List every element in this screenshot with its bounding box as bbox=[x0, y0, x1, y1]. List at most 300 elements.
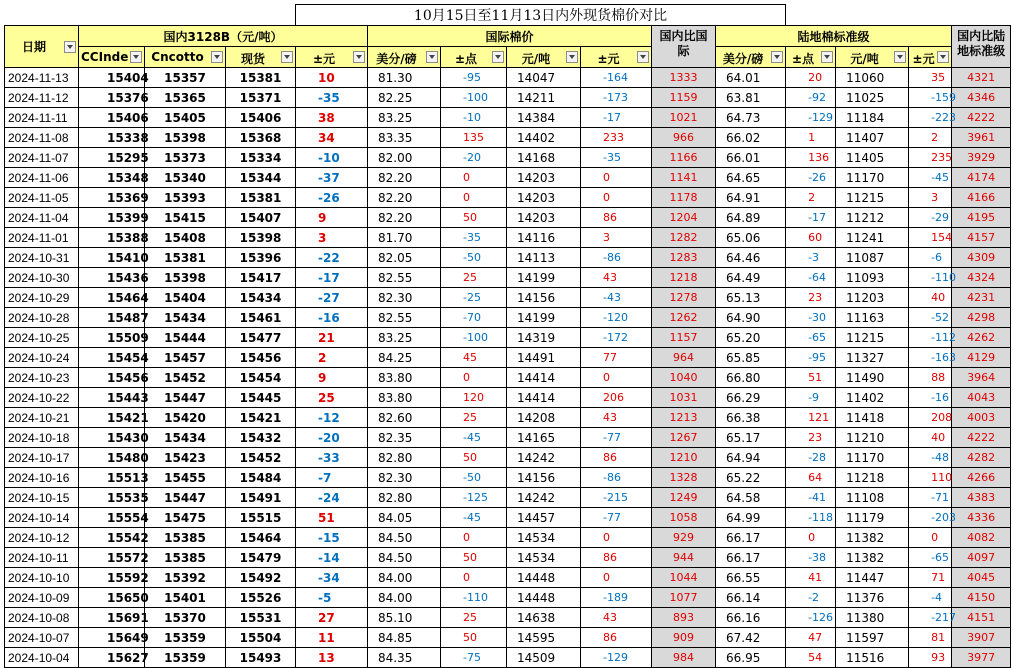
cell-intl-yuan[interactable]: 14319 bbox=[507, 328, 581, 348]
cell-date[interactable]: 2024-11-13 bbox=[5, 68, 79, 88]
cell-intl-chg[interactable]: -43 bbox=[581, 288, 652, 308]
cell-intl-usc[interactable]: 82.05 bbox=[368, 248, 441, 268]
cell-cmp-intl[interactable]: 1157 bbox=[652, 328, 716, 348]
cell-land-chg[interactable]: -52 bbox=[909, 308, 952, 328]
cell-land-usc[interactable]: 66.02 bbox=[716, 128, 786, 148]
cell-spot-chg[interactable]: 25 bbox=[296, 388, 368, 408]
cell-cmp-land[interactable]: 4166 bbox=[952, 188, 1011, 208]
cell-spot[interactable]: 15396 bbox=[226, 248, 296, 268]
cell-land-usc[interactable]: 64.65 bbox=[716, 168, 786, 188]
cell-spot-chg[interactable]: 51 bbox=[296, 508, 368, 528]
cell-cncotton[interactable]: 15370 bbox=[145, 608, 226, 628]
cell-intl-usc[interactable]: 84.35 bbox=[368, 648, 441, 668]
cell-cncotton[interactable]: 15357 bbox=[145, 68, 226, 88]
cell-land-pts[interactable]: 136 bbox=[786, 148, 836, 168]
cell-land-usc[interactable]: 64.73 bbox=[716, 108, 786, 128]
cell-cncotton[interactable]: 15415 bbox=[145, 208, 226, 228]
cell-spot[interactable]: 15398 bbox=[226, 228, 296, 248]
cell-land-pts[interactable]: -28 bbox=[786, 448, 836, 468]
cell-spot[interactable]: 15421 bbox=[226, 408, 296, 428]
cell-cncotton[interactable]: 15401 bbox=[145, 588, 226, 608]
cell-intl-chg[interactable]: 0 bbox=[581, 568, 652, 588]
cell-land-yuan[interactable]: 11163 bbox=[836, 308, 909, 328]
cell-cncotton[interactable]: 15405 bbox=[145, 108, 226, 128]
cell-ccindex[interactable]: 15572 bbox=[79, 548, 145, 568]
cell-spot[interactable]: 15334 bbox=[226, 148, 296, 168]
cell-spot[interactable]: 15434 bbox=[226, 288, 296, 308]
cell-intl-chg[interactable]: -17 bbox=[581, 108, 652, 128]
cell-intl-yuan[interactable]: 14203 bbox=[507, 188, 581, 208]
cell-date[interactable]: 2024-10-18 bbox=[5, 428, 79, 448]
cell-cmp-land[interactable]: 4129 bbox=[952, 348, 1011, 368]
cell-land-yuan[interactable]: 11382 bbox=[836, 528, 909, 548]
cell-land-usc[interactable]: 66.55 bbox=[716, 568, 786, 588]
cell-date[interactable]: 2024-10-29 bbox=[5, 288, 79, 308]
cell-intl-pts[interactable]: 25 bbox=[441, 608, 507, 628]
cell-intl-chg[interactable]: 43 bbox=[581, 608, 652, 628]
cell-land-pts[interactable]: -126 bbox=[786, 608, 836, 628]
cell-ccindex[interactable]: 15388 bbox=[79, 228, 145, 248]
cell-ccindex[interactable]: 15369 bbox=[79, 188, 145, 208]
cell-ccindex[interactable]: 15348 bbox=[79, 168, 145, 188]
cell-spot-chg[interactable]: -26 bbox=[296, 188, 368, 208]
cell-cncotton[interactable]: 15408 bbox=[145, 228, 226, 248]
cell-cncotton[interactable]: 15365 bbox=[145, 88, 226, 108]
cell-intl-chg[interactable]: -189 bbox=[581, 588, 652, 608]
cell-land-yuan[interactable]: 11597 bbox=[836, 628, 909, 648]
cell-cmp-land[interactable]: 4324 bbox=[952, 268, 1011, 288]
cell-date[interactable]: 2024-11-12 bbox=[5, 88, 79, 108]
cell-land-usc[interactable]: 66.38 bbox=[716, 408, 786, 428]
cell-spot-chg[interactable]: -14 bbox=[296, 548, 368, 568]
cell-intl-pts[interactable]: 0 bbox=[441, 568, 507, 588]
cell-cmp-land[interactable]: 4231 bbox=[952, 288, 1011, 308]
cell-intl-chg[interactable]: -86 bbox=[581, 468, 652, 488]
cell-land-yuan[interactable]: 11218 bbox=[836, 468, 909, 488]
cell-intl-pts[interactable]: -35 bbox=[441, 228, 507, 248]
cell-land-chg[interactable]: -159 bbox=[909, 88, 952, 108]
cell-cmp-land[interactable]: 4082 bbox=[952, 528, 1011, 548]
cell-land-usc[interactable]: 64.99 bbox=[716, 508, 786, 528]
cell-ccindex[interactable]: 15627 bbox=[79, 648, 145, 668]
cell-intl-chg[interactable]: -129 bbox=[581, 648, 652, 668]
cell-spot[interactable]: 15445 bbox=[226, 388, 296, 408]
cell-intl-usc[interactable]: 82.00 bbox=[368, 148, 441, 168]
cell-land-pts[interactable]: -9 bbox=[786, 388, 836, 408]
filter-dropdown-icon[interactable] bbox=[821, 51, 833, 63]
cell-date[interactable]: 2024-10-22 bbox=[5, 388, 79, 408]
cell-cmp-land[interactable]: 4195 bbox=[952, 208, 1011, 228]
cell-land-chg[interactable]: 81 bbox=[909, 628, 952, 648]
cell-intl-pts[interactable]: -45 bbox=[441, 508, 507, 528]
cell-intl-usc[interactable]: 84.50 bbox=[368, 528, 441, 548]
cell-cmp-intl[interactable]: 1267 bbox=[652, 428, 716, 448]
cell-spot-chg[interactable]: -17 bbox=[296, 268, 368, 288]
cell-land-yuan[interactable]: 11184 bbox=[836, 108, 909, 128]
cell-land-chg[interactable]: 154 bbox=[909, 228, 952, 248]
cell-cmp-intl[interactable]: 1021 bbox=[652, 108, 716, 128]
cell-land-yuan[interactable]: 11241 bbox=[836, 228, 909, 248]
cell-land-chg[interactable]: -6 bbox=[909, 248, 952, 268]
cell-land-usc[interactable]: 65.06 bbox=[716, 228, 786, 248]
cell-cmp-intl[interactable]: 1077 bbox=[652, 588, 716, 608]
cell-intl-usc[interactable]: 82.20 bbox=[368, 208, 441, 228]
cell-intl-usc[interactable]: 83.25 bbox=[368, 108, 441, 128]
filter-dropdown-icon[interactable] bbox=[64, 41, 76, 53]
cell-land-usc[interactable]: 66.16 bbox=[716, 608, 786, 628]
cell-land-yuan[interactable]: 11170 bbox=[836, 168, 909, 188]
cell-land-pts[interactable]: -2 bbox=[786, 588, 836, 608]
cell-cncotton[interactable]: 15398 bbox=[145, 128, 226, 148]
cell-intl-usc[interactable]: 82.55 bbox=[368, 308, 441, 328]
cell-intl-usc[interactable]: 84.05 bbox=[368, 508, 441, 528]
filter-dropdown-icon[interactable] bbox=[353, 51, 365, 63]
cell-date[interactable]: 2024-10-07 bbox=[5, 628, 79, 648]
cell-land-chg[interactable]: -112 bbox=[909, 328, 952, 348]
cell-cncotton[interactable]: 15373 bbox=[145, 148, 226, 168]
cell-date[interactable]: 2024-10-08 bbox=[5, 608, 79, 628]
cell-spot[interactable]: 15493 bbox=[226, 648, 296, 668]
cell-intl-yuan[interactable]: 14242 bbox=[507, 488, 581, 508]
cell-cmp-land[interactable]: 4298 bbox=[952, 308, 1011, 328]
cell-land-usc[interactable]: 65.13 bbox=[716, 288, 786, 308]
cell-spot-chg[interactable]: 38 bbox=[296, 108, 368, 128]
cell-intl-pts[interactable]: 50 bbox=[441, 628, 507, 648]
cell-cmp-intl[interactable]: 909 bbox=[652, 628, 716, 648]
cell-cmp-intl[interactable]: 1262 bbox=[652, 308, 716, 328]
cell-land-chg[interactable]: 40 bbox=[909, 428, 952, 448]
cell-intl-chg[interactable]: 86 bbox=[581, 208, 652, 228]
cell-intl-usc[interactable]: 82.80 bbox=[368, 448, 441, 468]
cell-intl-chg[interactable]: 86 bbox=[581, 548, 652, 568]
cell-intl-pts[interactable]: 0 bbox=[441, 188, 507, 208]
cell-intl-chg[interactable]: -77 bbox=[581, 428, 652, 448]
cell-ccindex[interactable]: 15295 bbox=[79, 148, 145, 168]
cell-cncotton[interactable]: 15434 bbox=[145, 428, 226, 448]
cell-ccindex[interactable]: 15430 bbox=[79, 428, 145, 448]
cell-cmp-land[interactable]: 3907 bbox=[952, 628, 1011, 648]
cell-spot[interactable]: 15371 bbox=[226, 88, 296, 108]
cell-intl-pts[interactable]: 50 bbox=[441, 448, 507, 468]
cell-date[interactable]: 2024-10-12 bbox=[5, 528, 79, 548]
cell-spot-chg[interactable]: -22 bbox=[296, 248, 368, 268]
cell-intl-pts[interactable]: -10 bbox=[441, 108, 507, 128]
cell-cmp-land[interactable]: 4262 bbox=[952, 328, 1011, 348]
cell-intl-pts[interactable]: -75 bbox=[441, 648, 507, 668]
cell-cncotton[interactable]: 15359 bbox=[145, 648, 226, 668]
cell-spot-chg[interactable]: 11 bbox=[296, 628, 368, 648]
cell-date[interactable]: 2024-11-11 bbox=[5, 108, 79, 128]
cell-land-yuan[interactable]: 11203 bbox=[836, 288, 909, 308]
cell-date[interactable]: 2024-11-01 bbox=[5, 228, 79, 248]
cell-cmp-land[interactable]: 4003 bbox=[952, 408, 1011, 428]
cell-cncotton[interactable]: 15455 bbox=[145, 468, 226, 488]
cell-intl-yuan[interactable]: 14457 bbox=[507, 508, 581, 528]
filter-dropdown-icon[interactable] bbox=[281, 51, 293, 63]
cell-spot[interactable]: 15344 bbox=[226, 168, 296, 188]
cell-spot-chg[interactable]: 2 bbox=[296, 348, 368, 368]
cell-land-pts[interactable]: -129 bbox=[786, 108, 836, 128]
cell-intl-usc[interactable]: 82.60 bbox=[368, 408, 441, 428]
cell-spot-chg[interactable]: -33 bbox=[296, 448, 368, 468]
cell-intl-yuan[interactable]: 14509 bbox=[507, 648, 581, 668]
cell-cmp-intl[interactable]: 1031 bbox=[652, 388, 716, 408]
cell-land-pts[interactable]: -41 bbox=[786, 488, 836, 508]
cell-cmp-land[interactable]: 4336 bbox=[952, 508, 1011, 528]
cell-land-chg[interactable]: 93 bbox=[909, 648, 952, 668]
cell-cncotton[interactable]: 15398 bbox=[145, 268, 226, 288]
cell-land-yuan[interactable]: 11382 bbox=[836, 548, 909, 568]
cell-spot-chg[interactable]: 9 bbox=[296, 368, 368, 388]
cell-intl-pts[interactable]: 0 bbox=[441, 368, 507, 388]
cell-land-pts[interactable]: -92 bbox=[786, 88, 836, 108]
cell-spot[interactable]: 15491 bbox=[226, 488, 296, 508]
cell-cmp-intl[interactable]: 1204 bbox=[652, 208, 716, 228]
cell-cmp-land[interactable]: 4151 bbox=[952, 608, 1011, 628]
cell-land-pts[interactable]: 1 bbox=[786, 128, 836, 148]
cell-intl-yuan[interactable]: 14156 bbox=[507, 468, 581, 488]
cell-cmp-intl[interactable]: 1328 bbox=[652, 468, 716, 488]
cell-ccindex[interactable]: 15404 bbox=[79, 68, 145, 88]
cell-cncotton[interactable]: 15423 bbox=[145, 448, 226, 468]
cell-land-pts[interactable]: 2 bbox=[786, 188, 836, 208]
cell-land-usc[interactable]: 65.17 bbox=[716, 428, 786, 448]
cell-cmp-intl[interactable]: 1213 bbox=[652, 408, 716, 428]
cell-intl-yuan[interactable]: 14156 bbox=[507, 288, 581, 308]
cell-cmp-intl[interactable]: 1044 bbox=[652, 568, 716, 588]
cell-cmp-intl[interactable]: 1040 bbox=[652, 368, 716, 388]
cell-land-pts[interactable]: 60 bbox=[786, 228, 836, 248]
cell-cmp-intl[interactable]: 1210 bbox=[652, 448, 716, 468]
cell-ccindex[interactable]: 15399 bbox=[79, 208, 145, 228]
cell-spot[interactable]: 15381 bbox=[226, 188, 296, 208]
cell-land-pts[interactable]: 54 bbox=[786, 648, 836, 668]
cell-spot-chg[interactable]: 13 bbox=[296, 648, 368, 668]
cell-intl-pts[interactable]: 45 bbox=[441, 348, 507, 368]
cell-intl-chg[interactable]: 0 bbox=[581, 368, 652, 388]
cell-land-chg[interactable]: -48 bbox=[909, 448, 952, 468]
cell-cmp-land[interactable]: 4321 bbox=[952, 68, 1011, 88]
cell-date[interactable]: 2024-10-17 bbox=[5, 448, 79, 468]
cell-intl-yuan[interactable]: 14047 bbox=[507, 68, 581, 88]
cell-ccindex[interactable]: 15691 bbox=[79, 608, 145, 628]
cell-cmp-land[interactable]: 4346 bbox=[952, 88, 1011, 108]
cell-date[interactable]: 2024-10-09 bbox=[5, 588, 79, 608]
cell-land-chg[interactable]: -223 bbox=[909, 108, 952, 128]
cell-land-chg[interactable]: -163 bbox=[909, 348, 952, 368]
cell-land-chg[interactable]: 208 bbox=[909, 408, 952, 428]
cell-spot[interactable]: 15492 bbox=[226, 568, 296, 588]
cell-cmp-land[interactable]: 3961 bbox=[952, 128, 1011, 148]
cell-intl-yuan[interactable]: 14448 bbox=[507, 588, 581, 608]
cell-land-usc[interactable]: 65.85 bbox=[716, 348, 786, 368]
cell-land-pts[interactable]: -3 bbox=[786, 248, 836, 268]
cell-intl-chg[interactable]: 77 bbox=[581, 348, 652, 368]
cell-intl-pts[interactable]: -100 bbox=[441, 328, 507, 348]
cell-intl-pts[interactable]: 50 bbox=[441, 208, 507, 228]
cell-cmp-intl[interactable]: 1178 bbox=[652, 188, 716, 208]
cell-date[interactable]: 2024-11-07 bbox=[5, 148, 79, 168]
cell-cmp-land[interactable]: 4174 bbox=[952, 168, 1011, 188]
cell-intl-usc[interactable]: 82.30 bbox=[368, 288, 441, 308]
cell-intl-chg[interactable]: -86 bbox=[581, 248, 652, 268]
cell-ccindex[interactable]: 15509 bbox=[79, 328, 145, 348]
cell-intl-usc[interactable]: 82.55 bbox=[368, 268, 441, 288]
cell-spot-chg[interactable]: -16 bbox=[296, 308, 368, 328]
cell-cncotton[interactable]: 15420 bbox=[145, 408, 226, 428]
cell-cncotton[interactable]: 15404 bbox=[145, 288, 226, 308]
cell-intl-chg[interactable]: 206 bbox=[581, 388, 652, 408]
cell-spot-chg[interactable]: -12 bbox=[296, 408, 368, 428]
cell-intl-yuan[interactable]: 14534 bbox=[507, 548, 581, 568]
cell-cncotton[interactable]: 15359 bbox=[145, 628, 226, 648]
cell-land-usc[interactable]: 65.22 bbox=[716, 468, 786, 488]
cell-spot[interactable]: 15526 bbox=[226, 588, 296, 608]
cell-intl-yuan[interactable]: 14211 bbox=[507, 88, 581, 108]
cell-cmp-land[interactable]: 3977 bbox=[952, 648, 1011, 668]
cell-cncotton[interactable]: 15385 bbox=[145, 528, 226, 548]
cell-cmp-land[interactable]: 4043 bbox=[952, 388, 1011, 408]
cell-spot-chg[interactable]: -20 bbox=[296, 428, 368, 448]
cell-ccindex[interactable]: 15464 bbox=[79, 288, 145, 308]
cell-land-pts[interactable]: 41 bbox=[786, 568, 836, 588]
cell-intl-pts[interactable]: -50 bbox=[441, 468, 507, 488]
cell-ccindex[interactable]: 15406 bbox=[79, 108, 145, 128]
cell-intl-pts[interactable]: 135 bbox=[441, 128, 507, 148]
cell-spot[interactable]: 15432 bbox=[226, 428, 296, 448]
cell-land-yuan[interactable]: 11215 bbox=[836, 328, 909, 348]
cell-land-yuan[interactable]: 11407 bbox=[836, 128, 909, 148]
cell-spot[interactable]: 15504 bbox=[226, 628, 296, 648]
cell-cmp-land[interactable]: 4150 bbox=[952, 588, 1011, 608]
cell-spot[interactable]: 15368 bbox=[226, 128, 296, 148]
cell-cmp-intl[interactable]: 1159 bbox=[652, 88, 716, 108]
cell-land-usc[interactable]: 66.01 bbox=[716, 148, 786, 168]
cell-land-pts[interactable]: -17 bbox=[786, 208, 836, 228]
cell-ccindex[interactable]: 15535 bbox=[79, 488, 145, 508]
cell-spot[interactable]: 15477 bbox=[226, 328, 296, 348]
cell-land-yuan[interactable]: 11327 bbox=[836, 348, 909, 368]
cell-spot[interactable]: 15417 bbox=[226, 268, 296, 288]
cell-land-usc[interactable]: 64.49 bbox=[716, 268, 786, 288]
cell-spot-chg[interactable]: 9 bbox=[296, 208, 368, 228]
cell-spot-chg[interactable]: 34 bbox=[296, 128, 368, 148]
cell-spot-chg[interactable]: -7 bbox=[296, 468, 368, 488]
cell-land-usc[interactable]: 66.80 bbox=[716, 368, 786, 388]
cell-land-usc[interactable]: 66.17 bbox=[716, 528, 786, 548]
cell-cmp-land[interactable]: 4266 bbox=[952, 468, 1011, 488]
cell-intl-usc[interactable]: 84.50 bbox=[368, 548, 441, 568]
cell-intl-usc[interactable]: 83.80 bbox=[368, 368, 441, 388]
cell-intl-pts[interactable]: 0 bbox=[441, 528, 507, 548]
cell-land-yuan[interactable]: 11025 bbox=[836, 88, 909, 108]
cell-land-yuan[interactable]: 11418 bbox=[836, 408, 909, 428]
cell-intl-usc[interactable]: 81.30 bbox=[368, 68, 441, 88]
filter-dropdown-icon[interactable] bbox=[566, 51, 578, 63]
cell-date[interactable]: 2024-10-21 bbox=[5, 408, 79, 428]
cell-intl-yuan[interactable]: 14242 bbox=[507, 448, 581, 468]
cell-land-usc[interactable]: 67.42 bbox=[716, 628, 786, 648]
cell-intl-pts[interactable]: 25 bbox=[441, 408, 507, 428]
cell-intl-yuan[interactable]: 14199 bbox=[507, 268, 581, 288]
cell-land-yuan[interactable]: 11212 bbox=[836, 208, 909, 228]
cell-cmp-intl[interactable]: 964 bbox=[652, 348, 716, 368]
cell-land-chg[interactable]: -29 bbox=[909, 208, 952, 228]
cell-intl-yuan[interactable]: 14402 bbox=[507, 128, 581, 148]
cell-intl-pts[interactable]: -50 bbox=[441, 248, 507, 268]
cell-cncotton[interactable]: 15447 bbox=[145, 488, 226, 508]
cell-cmp-land[interactable]: 4309 bbox=[952, 248, 1011, 268]
cell-cmp-intl[interactable]: 1218 bbox=[652, 268, 716, 288]
cell-cmp-intl[interactable]: 1333 bbox=[652, 68, 716, 88]
cell-land-pts[interactable]: 23 bbox=[786, 428, 836, 448]
cell-land-yuan[interactable]: 11380 bbox=[836, 608, 909, 628]
cell-ccindex[interactable]: 15421 bbox=[79, 408, 145, 428]
cell-land-pts[interactable]: -30 bbox=[786, 308, 836, 328]
cell-intl-chg[interactable]: 0 bbox=[581, 528, 652, 548]
cell-land-chg[interactable]: -4 bbox=[909, 588, 952, 608]
cell-intl-pts[interactable]: -100 bbox=[441, 88, 507, 108]
cell-cmp-intl[interactable]: 1283 bbox=[652, 248, 716, 268]
cell-date[interactable]: 2024-11-06 bbox=[5, 168, 79, 188]
cell-cncotton[interactable]: 15392 bbox=[145, 568, 226, 588]
cell-date[interactable]: 2024-10-04 bbox=[5, 648, 79, 668]
cell-intl-yuan[interactable]: 14595 bbox=[507, 628, 581, 648]
cell-cncotton[interactable]: 15444 bbox=[145, 328, 226, 348]
cell-land-chg[interactable]: 2 bbox=[909, 128, 952, 148]
cell-land-yuan[interactable]: 11093 bbox=[836, 268, 909, 288]
cell-date[interactable]: 2024-10-23 bbox=[5, 368, 79, 388]
cell-intl-usc[interactable]: 82.80 bbox=[368, 488, 441, 508]
cell-date[interactable]: 2024-11-04 bbox=[5, 208, 79, 228]
cell-ccindex[interactable]: 15592 bbox=[79, 568, 145, 588]
cell-spot[interactable]: 15515 bbox=[226, 508, 296, 528]
cell-land-usc[interactable]: 64.91 bbox=[716, 188, 786, 208]
cell-intl-yuan[interactable]: 14491 bbox=[507, 348, 581, 368]
cell-spot-chg[interactable]: -27 bbox=[296, 288, 368, 308]
cell-land-usc[interactable]: 63.81 bbox=[716, 88, 786, 108]
cell-intl-usc[interactable]: 82.20 bbox=[368, 188, 441, 208]
cell-intl-chg[interactable]: -215 bbox=[581, 488, 652, 508]
cell-land-chg[interactable]: -16 bbox=[909, 388, 952, 408]
cell-intl-yuan[interactable]: 14384 bbox=[507, 108, 581, 128]
cell-spot[interactable]: 15452 bbox=[226, 448, 296, 468]
cell-cmp-land[interactable]: 4383 bbox=[952, 488, 1011, 508]
cell-date[interactable]: 2024-11-05 bbox=[5, 188, 79, 208]
cell-intl-pts[interactable]: -125 bbox=[441, 488, 507, 508]
cell-ccindex[interactable]: 15436 bbox=[79, 268, 145, 288]
cell-spot[interactable]: 15381 bbox=[226, 68, 296, 88]
cell-intl-pts[interactable]: -20 bbox=[441, 148, 507, 168]
cell-cmp-intl[interactable]: 1141 bbox=[652, 168, 716, 188]
cell-cmp-intl[interactable]: 966 bbox=[652, 128, 716, 148]
cell-intl-yuan[interactable]: 14168 bbox=[507, 148, 581, 168]
cell-intl-usc[interactable]: 83.25 bbox=[368, 328, 441, 348]
cell-intl-yuan[interactable]: 14414 bbox=[507, 368, 581, 388]
cell-land-chg[interactable]: 88 bbox=[909, 368, 952, 388]
cell-cmp-intl[interactable]: 984 bbox=[652, 648, 716, 668]
cell-date[interactable]: 2024-10-31 bbox=[5, 248, 79, 268]
cell-ccindex[interactable]: 15454 bbox=[79, 348, 145, 368]
cell-intl-chg[interactable]: 43 bbox=[581, 268, 652, 288]
cell-cmp-intl[interactable]: 1249 bbox=[652, 488, 716, 508]
cell-land-pts[interactable]: -118 bbox=[786, 508, 836, 528]
cell-intl-pts[interactable]: -25 bbox=[441, 288, 507, 308]
cell-land-pts[interactable]: 23 bbox=[786, 288, 836, 308]
cell-intl-chg[interactable]: 86 bbox=[581, 628, 652, 648]
cell-intl-usc[interactable]: 85.10 bbox=[368, 608, 441, 628]
cell-land-pts[interactable]: 121 bbox=[786, 408, 836, 428]
